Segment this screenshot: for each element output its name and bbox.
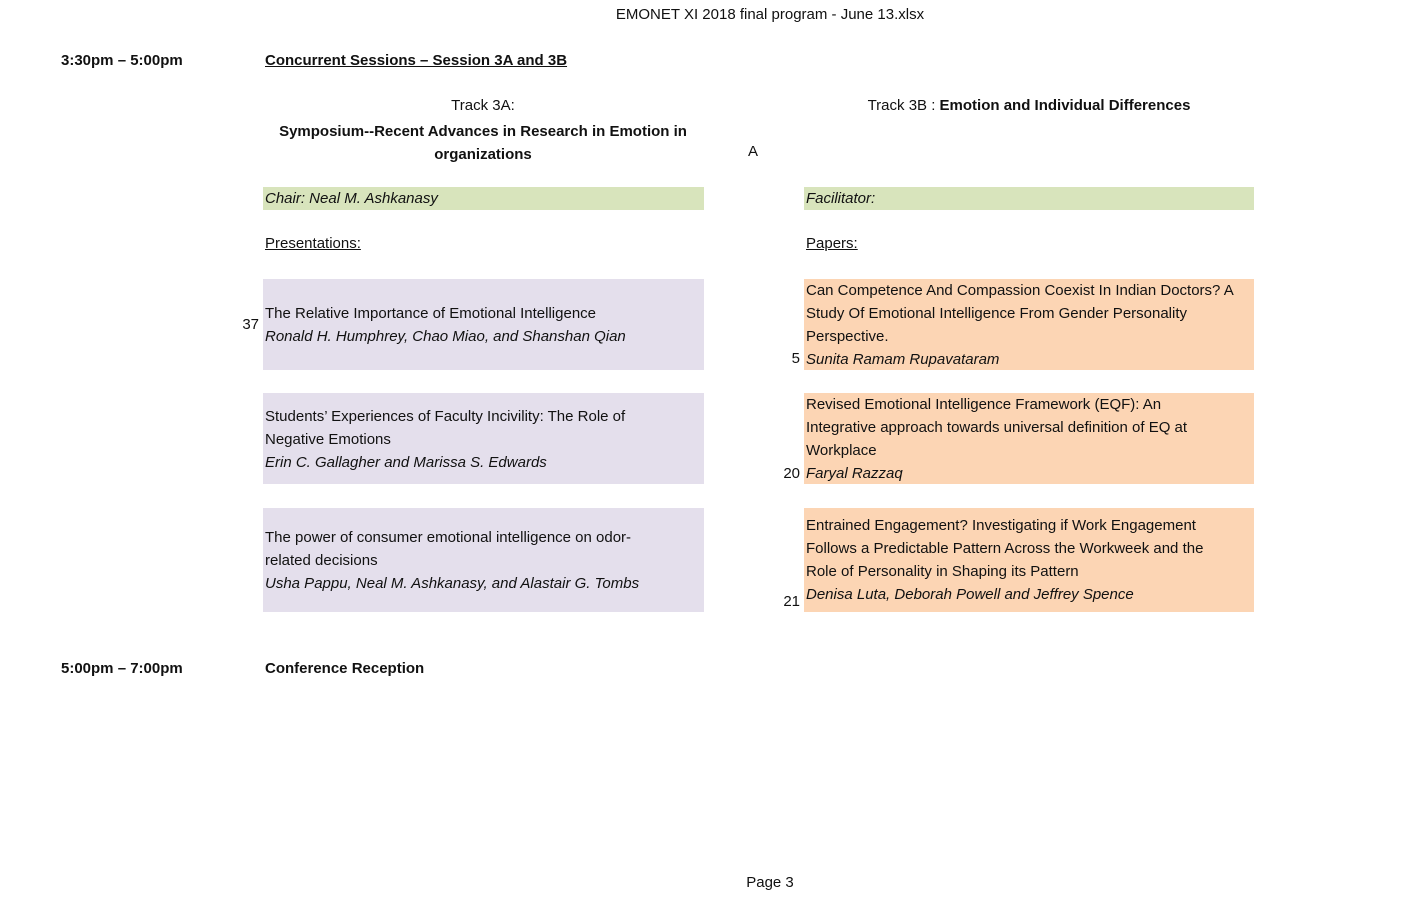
presentation-authors: Usha Pappu, Neal M. Ashkanasy, and Alastair G. Tombs [265, 575, 640, 592]
paper-title-line3: Role of Personality in Shaping its Pattern [806, 563, 1079, 580]
paper-authors: Denisa Luta, Deborah Powell and Jeffrey Spence [806, 586, 1134, 603]
session-time: 3:30pm – 5:00pm [61, 52, 183, 69]
track-3a-title-line1: Symposium--Recent Advances in Research in Emotion in [279, 123, 687, 140]
paper-title-line3: Workplace [806, 442, 877, 459]
presentation-authors: Ronald H. Humphrey, Chao Miao, and Shanshan Qian [265, 328, 626, 345]
facilitator-band: Facilitator: [804, 187, 1254, 210]
presentation-card [263, 508, 704, 612]
paper-card [804, 508, 1254, 612]
paper-title-line1: Entrained Engagement? Investigating if Work Engagement [806, 517, 1196, 534]
presentation-title-line1: The power of consumer emotional intelligence on odor- [265, 529, 632, 546]
track-3a-label: Track 3A: [451, 97, 515, 114]
session-title: Concurrent Sessions – Session 3A and 3B [265, 52, 568, 69]
presentation-title: The Relative Importance of Emotional Intelligence [265, 305, 597, 322]
paper-authors: Faryal Razzaq [806, 465, 903, 482]
presentation-card [263, 393, 704, 484]
paper-number: 5 [791, 350, 800, 367]
track-3a-title [263, 120, 703, 166]
track-3b-label-title: Emotion and Individual Differences [939, 97, 1191, 114]
chair-band: Chair: Neal M. Ashkanasy [263, 187, 704, 210]
paper-title-line3: Perspective. [806, 328, 889, 345]
presentation-title-line1: Students’ Experiences of Faculty Incivility: The Role of [265, 408, 626, 425]
papers-header: Papers: [806, 235, 858, 252]
paper-title-line1: Revised Emotional Intelligence Framework (EQF): An [806, 396, 1162, 413]
paper-authors: Sunita Ramam Rupavataram [806, 351, 1000, 368]
track-3b-label [804, 97, 1254, 114]
paper-title-line2: Follows a Predictable Pattern Across the Workweek and the [806, 540, 1204, 557]
paper-title-line2: Integrative approach towards universal definition of EQ at [806, 419, 1188, 436]
document-title: EMONET XI 2018 final program - June 13.xlsx [615, 6, 925, 23]
track-3a-title-line2: organizations [434, 146, 532, 163]
session-time: 5:00pm – 7:00pm [61, 660, 183, 677]
session-title: Conference Reception [265, 660, 425, 677]
paper-number: 21 [783, 593, 800, 610]
presentations-header: Presentations: [265, 235, 361, 252]
paper-number: 37 [242, 316, 259, 333]
page-number: Page 3 [746, 874, 794, 891]
track-3b-label-prefix: Track 3B : [867, 97, 940, 114]
paper-card [804, 393, 1254, 484]
presentation-card [263, 279, 704, 370]
column-letter: A [748, 143, 759, 160]
paper-title-line1: Can Competence And Compassion Coexist In Indian Doctors? A [806, 282, 1234, 299]
paper-number: 20 [783, 465, 800, 482]
presentation-title-line2: related decisions [265, 552, 378, 569]
presentation-title-line2: Negative Emotions [265, 431, 391, 448]
presentation-authors: Erin C. Gallagher and Marissa S. Edwards [265, 454, 547, 471]
paper-card [804, 279, 1254, 370]
paper-title-line2: Study Of Emotional Intelligence From Gender Personality [806, 305, 1188, 322]
